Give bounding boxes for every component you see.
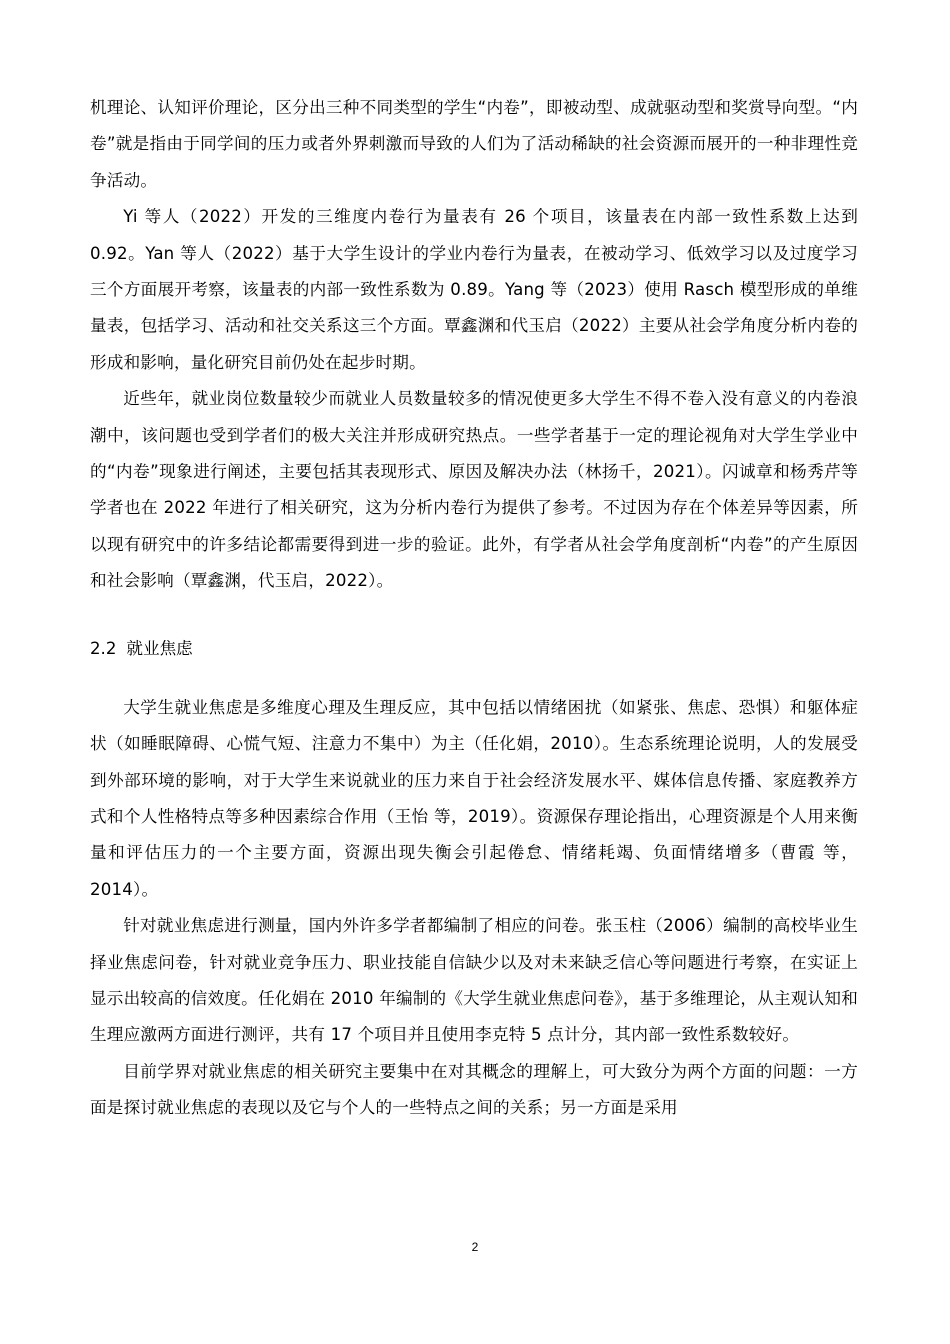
section-heading — [90, 636, 858, 662]
paragraph-involution-scales: Yi 等人（2022）开发的三维度内卷行为量表有 26 个项目，该量表在内部一致性系数上达到 0.92。Yan 等人（2022）基于大学生设计的学业内卷行为量表，在被动学习、低效学习以及过度学习三个方面展开考察，该量表的内部一致性系数为 0.89。Yang 等（2023）使用 Rasch 模型形成的单维量表，包括学习、活动和社交关系这三个方面。覃鑫渊和代玉启（2022）主要从社会学角度分析内卷的形成和影响，量化研究目前仍处在起步时期。 — [90, 207, 858, 372]
page-number: 2 — [471, 1240, 479, 1254]
paragraph-continuation: 机理论、认知评价理论，区分出三种不同类型的学生“内卷”，即被动型、成就驱动型和奖赏导向型。“内卷”就是指由于同学间的压力或者外界刺激而导致的人们为了活动稀缺的社会资源而展开的一种非理性竞争活动。 — [90, 98, 858, 190]
paragraph-anxiety-measurement: 针对就业焦虑进行测量，国内外许多学者都编制了相应的问卷。张玉柱（2006）编制的高校毕业生择业焦虑问卷，针对就业竞争压力、职业技能自信缺少以及对未来缺乏信心等问题进行考察，在实证上显示出较高的信效度。任化娟在 2010 年编制的《大学生就业焦虑问卷》，基于多维理论，从主观认知和生理应激两方面进行测评，共有 17 个项目并且使用李克特 5 点计分，其内部一致性系数较好。 — [90, 916, 858, 1045]
paragraph-anxiety-definition: 大学生就业焦虑是多维度心理及生理反应，其中包括以情绪困扰（如紧张、焦虑、恐惧）和躯体症状（如睡眠障碍、心慌气短、注意力不集中）为主（任化娟，2010）。生态系统理论说明，人的发展受到外部环境的影响，对于大学生来说就业的压力来自于社会经济发展水平、媒体信息传播、家庭教养方式和个人性格特点等多种因素综合作用（王怡 等，2019）。资源保存理论指出，心理资源是个人用来衡量和评估压力的一个主要方面，资源出现失衡会引起倦怠、情绪耗竭、负面情绪增多（曹霞 等，2014）。 — [90, 697, 858, 899]
section-title: 就业焦虑 — [126, 638, 193, 658]
section-number: 2.2 — [90, 638, 117, 658]
paragraph-involution-research: 近些年，就业岗位数量较少而就业人员数量较多的情况使更多大学生不得不卷入没有意义的内卷浪潮中，该问题也受到学者们的极大关注并形成研究热点。一些学者基于一定的理论视角对大学生学业中的“内卷”现象进行阐述，主要包括其表现形式、原因及解决办法（林扬千，2021）。闪诚章和杨秀芹等学者也在 2022 年进行了相关研究，这为分析内卷行为提供了参考。不过因为存在个体差异等因素，所以现有研究中的许多结论都需要得到进一步的验证。此外，有学者从社会学角度剖析“内卷”的产生原因和社会影响（覃鑫渊，代玉启，2022）。 — [90, 389, 858, 591]
paragraph-anxiety-research: 目前学界对就业焦虑的相关研究主要集中在对其概念的理解上，可大致分为两个方面的问题：一方面是探讨就业焦虑的表现以及它与个人的一些特点之间的关系；另一方面是采用 — [90, 1061, 858, 1118]
page-body — [90, 90, 858, 1127]
